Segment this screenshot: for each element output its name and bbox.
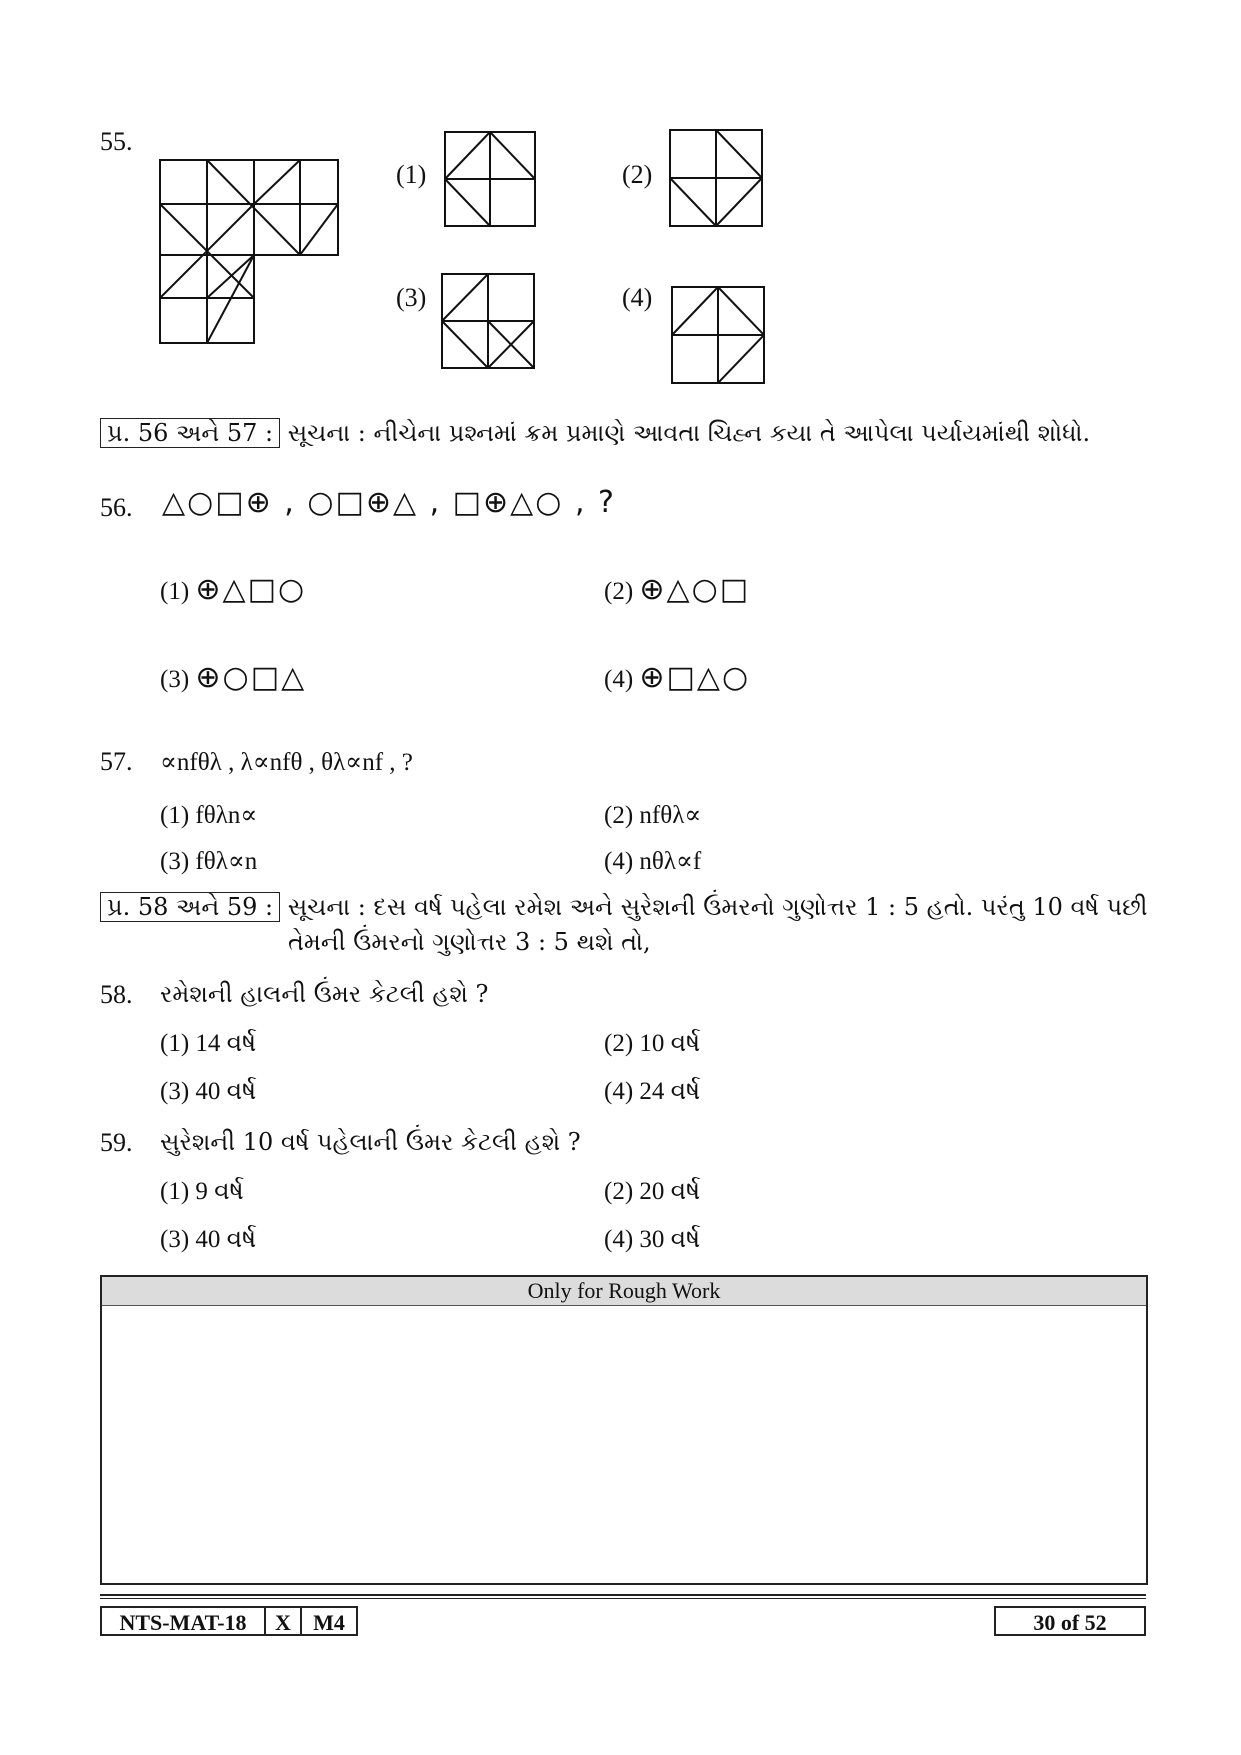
option-label: (4)	[604, 666, 634, 693]
option-label: (4)	[604, 848, 634, 875]
option-label: (3)	[160, 848, 190, 875]
q55-number: 55.	[100, 127, 133, 156]
footer-code: NTS-MAT-18	[100, 1606, 266, 1636]
instruction-58-59-label: પ્ર. 58 અને 59 :	[100, 892, 280, 922]
q59-option-1[interactable]	[160, 1178, 244, 1206]
q55-option-3-label: (3)	[396, 283, 427, 312]
q56-number: 56.	[100, 493, 133, 522]
q57-option-2[interactable]	[604, 800, 701, 830]
instruction-58-59	[100, 892, 1148, 922]
option-value: nfθλ∝	[639, 802, 702, 829]
rough-work-box	[100, 1275, 1148, 1585]
q56-sequence: △○□⊕ , ○□⊕△ , □⊕△○ , ?	[162, 485, 616, 520]
option-value: 30 વર્ષ	[639, 1226, 701, 1253]
q55-option-2-label: (2)	[622, 160, 653, 189]
option-value: fθλn∝	[195, 802, 258, 829]
option-label: (2)	[604, 802, 634, 829]
option-label: (2)	[604, 578, 634, 605]
option-value: nθλ∝f	[639, 848, 702, 875]
q55-option-1-figure[interactable]	[443, 130, 539, 230]
option-label: (4)	[604, 1226, 634, 1253]
option-label: (1)	[160, 1178, 190, 1205]
q56-option-1[interactable]	[160, 572, 306, 607]
q55-main-figure	[158, 158, 348, 348]
q58-option-1[interactable]	[160, 1030, 256, 1058]
rough-work-title: Only for Rough Work	[102, 1277, 1146, 1306]
q55-option-2-figure[interactable]	[668, 128, 766, 230]
option-value: 40 વર્ષ	[195, 1226, 257, 1253]
q57-sequence: ∝nfθλ , λ∝nfθ , θλ∝nf , ?	[160, 749, 413, 776]
option-value: 20 વર્ષ	[639, 1178, 701, 1205]
instruction-56-57-label: પ્ર. 56 અને 57 :	[100, 418, 280, 448]
footer-class: X	[264, 1606, 302, 1636]
option-value: ⊕△○□	[639, 572, 751, 607]
option-label: (3)	[160, 1226, 190, 1253]
q56-option-3[interactable]	[160, 660, 306, 695]
q59-option-2[interactable]	[604, 1178, 700, 1206]
q59-option-3[interactable]	[160, 1226, 256, 1254]
q57-option-1[interactable]	[160, 800, 257, 830]
option-value: 24 વર્ષ	[639, 1078, 701, 1105]
option-value: fθλ∝n	[195, 848, 258, 875]
option-value: 40 વર્ષ	[195, 1078, 257, 1105]
q58-option-4[interactable]	[604, 1078, 700, 1106]
option-label: (4)	[604, 1078, 634, 1105]
option-label: (3)	[160, 666, 190, 693]
footer-page: 30 of 52	[994, 1606, 1146, 1636]
option-label: (2)	[604, 1178, 634, 1205]
q57-number: 57.	[100, 747, 133, 776]
q59-text: સુરેશની 10 વર્ષ પહેલાની ઉંમર કેટલી હશે ?	[160, 1128, 581, 1156]
footer-rule-thin	[100, 1598, 1146, 1599]
q59-option-4[interactable]	[604, 1226, 700, 1254]
q55-option-4-figure[interactable]	[670, 285, 768, 387]
option-value: ⊕△□○	[195, 572, 307, 607]
footer-rule	[100, 1594, 1146, 1596]
q59-number: 59.	[100, 1128, 133, 1157]
instruction-58-59-line2: તેમની ઉંમરનો ગુણોત્તર 3 : 5 થશે તો,	[288, 928, 651, 956]
q57-option-3[interactable]	[160, 846, 257, 876]
option-value: 10 વર્ષ	[639, 1030, 701, 1057]
q58-number: 58.	[100, 980, 133, 1009]
option-value: ⊕○□△	[195, 660, 307, 695]
option-label: (1)	[160, 578, 190, 605]
instruction-56-57	[100, 418, 1090, 448]
q57-option-4[interactable]	[604, 846, 701, 876]
option-value: 9 વર્ષ	[195, 1178, 244, 1205]
option-label: (1)	[160, 802, 190, 829]
instruction-58-59-line1: સૂચના : દસ વર્ષ પહેલા રમેશ અને સુરેશની ઉંમરનો ગુણોત્તર 1 : 5 હતો. પરંતુ 10 વર્ષ પછી	[287, 893, 1148, 921]
q56-option-2[interactable]	[604, 572, 750, 607]
q55-option-3-figure[interactable]	[440, 272, 538, 372]
q56-option-4[interactable]	[604, 660, 750, 695]
footer-set: M4	[300, 1606, 358, 1636]
q58-option-3[interactable]	[160, 1078, 256, 1106]
q58-option-2[interactable]	[604, 1030, 700, 1058]
instruction-56-57-text: સૂચના : નીચેના પ્રશ્નમાં ક્રમ પ્રમાણે આવતા ચિહ્ન કયા તે આપેલા પર્યાયમાંથી શોધો.	[287, 419, 1091, 447]
q55-option-4-label: (4)	[622, 283, 653, 312]
option-label: (3)	[160, 1078, 190, 1105]
option-label: (1)	[160, 1030, 190, 1057]
q58-text: રમેશની હાલની ઉંમર કેટલી હશે ?	[160, 980, 489, 1008]
q55-option-1-label: (1)	[396, 160, 427, 189]
option-value: 14 વર્ષ	[195, 1030, 257, 1057]
option-label: (2)	[604, 1030, 634, 1057]
option-value: ⊕□△○	[639, 660, 751, 695]
